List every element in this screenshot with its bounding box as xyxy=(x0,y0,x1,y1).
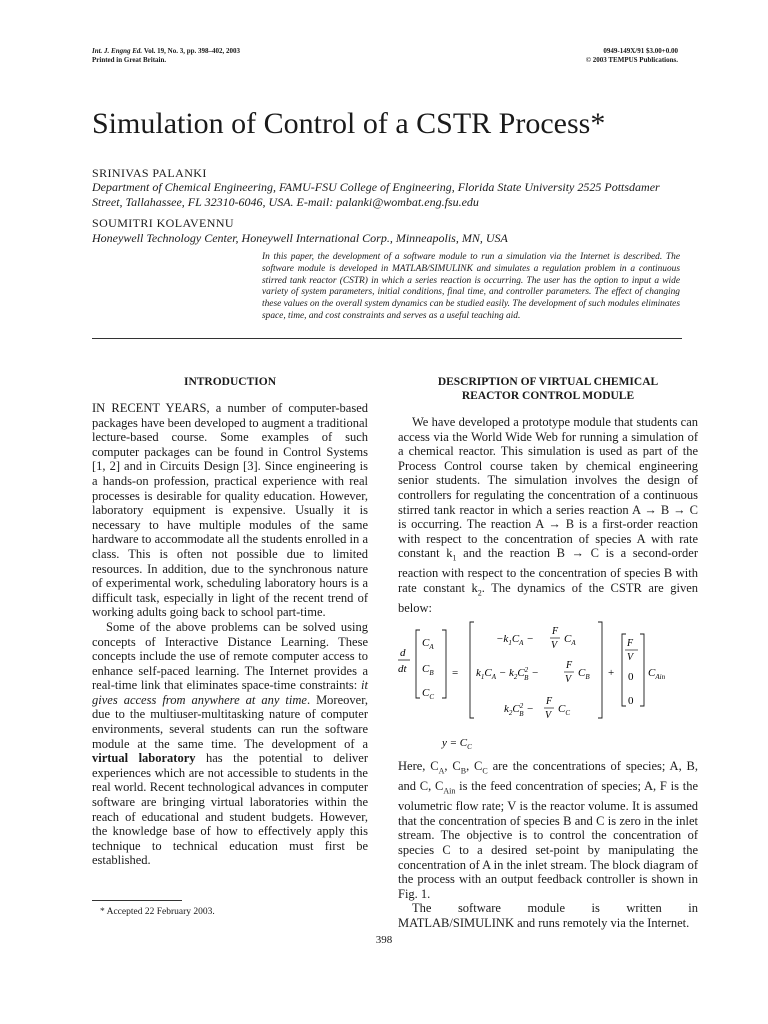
header-rule xyxy=(92,338,682,339)
page-number: 398 xyxy=(375,934,393,946)
right-column-bottom xyxy=(398,759,698,931)
author-1-name: SRINIVAS PALANKI xyxy=(92,166,207,180)
svg-text:F: F xyxy=(627,638,634,649)
left-column xyxy=(92,401,368,868)
eq-dt: dt xyxy=(398,663,407,675)
intro-paragraph-1: IN RECENT YEARS, a number of computer-based packages have been developed to augment a traditional lecture-based course. Some examples of such computer packages can be found in Control Systems [1, 2] and in Circuits Design [3]. Since engineering is a hands-on profession, practical experience with real processes is desirable for quality education. However, laboratory equipment is expensive. Usually it is necessary to have multiple modules of the same hardware to accommodate all the students enrolled in a class. This is often not possible due to limited resources. In addition, due to the synchronous nature of experimental work, scheduling laboratory hours is a difficult task, especially in light of the recent trend of working adults going back to school part-time. xyxy=(92,401,368,620)
section-heading-introduction: INTRODUCTION xyxy=(183,376,276,388)
paper-title: Simulation of Control of a CSTR Process* xyxy=(92,107,606,140)
section-heading-description: DESCRIPTION OF VIRTUAL CHEMICAL REACTOR CONTROL MODULE xyxy=(437,376,659,402)
journal-name: Int. J. Engng Ed. xyxy=(92,47,143,55)
description-paragraph-3: The software module is written in MATLAB/SIMULINK and runs remotely via the Internet. xyxy=(398,901,698,930)
right-column-top xyxy=(398,415,698,616)
author-1-affiliation: Department of Chemical Engineering, FAMU-FSU College of Engineering, Florida State University 2525 Pottsdamer Street, Tallahassee, FL 32310-6046, USA. E-mail: palanki@wombat.eng.fsu.edu xyxy=(92,180,660,209)
eq-state-cb: $C_B$ xyxy=(422,663,434,677)
eq-row1: $-k_1C_A$ − xyxy=(496,633,534,647)
eq-zero-1: 0 xyxy=(628,671,634,683)
intro-paragraph-2: Some of the above problems can be solved using concepts of Interactive Distance Learning. These concepts include the use of remote computer access to enhance self-paced learning. The Internet provides a real-time link that eliminates space-time constraints: it gives access from anywhere at any time. Moreover, due to the multiuser-multitasking nature of computer environments, several students can run the software module at the same time. The development of a virtual laboratory has the potential to deliver experiences which are not accessible to students in the real world. Recent technological advances in computer software are bringing virtual laboratories within the reach of educational and student budgets. However, the knowledge base of how to effectively apply this technique to technical education must first be established. xyxy=(92,619,368,868)
svg-text:V: V xyxy=(551,640,558,651)
cstr-dynamics-equation xyxy=(398,620,698,750)
abstract: In this paper, the development of a software module to run a simulation via the Internet is described. The software module is developed in MATLAB/SIMULINK and simulates a regulation problem in a continuous stirred tank reactor (CSTR) in which a series reaction is occurring. The user has the option to input a wide variety of system parameters, initial conditions, final time, and controller parameters. The effect of changing these values on the overall system dynamics can be studied easily. The development of such modules eliminates space, time, and cost constraints and serves as a useful teaching aid. xyxy=(262,252,680,321)
svg-text:F: F xyxy=(566,660,573,671)
svg-text:CC: $C_C$ xyxy=(558,703,571,717)
eq-d: d xyxy=(400,647,406,659)
svg-text:V: V xyxy=(545,710,552,721)
svg-text:CA: $C_A$ xyxy=(564,633,576,647)
description-paragraph-2: Here, $C_A$, $C_B$, $C_C$ are the concentrations of species; A, B, and C, $C_{Ain}$ is the feed concentration of species; A, F is the volumetric flow rate; V is the reactor volume. It is assumed that the concentration of species B and C is zero in the inlet stream. The objective is to control the concentration of species C to a desired set-point by manipulating the concentration of A in the inlet stream. The block diagram of the process with an output feedback controller is shown in Fig. 1. xyxy=(398,759,699,901)
description-paragraph-1: We have developed a prototype module that students can access via the World Wide Web for running a simulation of a chemical reactor. This simulation is used as part of the Process Control course taken by chemical engineering senior students. The simulation involves the design of controllers for regulating the concentration of a continuous stirred tank reactor in which a series reaction A → B → C is occurring. The reaction A → B is a first-order reaction with respect to the concentration of species A with rate constant $k_1$ and the reaction B → C is a second-order reaction with respect to the concentration of species B with rate constant $k_2$. The dynamics of the CSTR are given below: xyxy=(398,415,698,616)
eq-output: $y = C_C$ xyxy=(442,737,472,750)
author-2-name: SOUMITRI KOLAVENNU xyxy=(92,216,234,230)
emphasis-anywhere: it gives access from anywhere at any time xyxy=(92,678,368,707)
author-2-affiliation: Honeywell Technology Center, Honeywell International Corp., Minneapolis, MN, USA xyxy=(92,231,508,245)
svg-text:CB: $C_B$ xyxy=(578,667,590,681)
journal-header-left xyxy=(92,47,240,65)
svg-text:F: F xyxy=(552,626,559,637)
issn: 0949-149X/91 $3.00+0.00 xyxy=(603,47,678,55)
footnote: * Accepted 22 February 2003. xyxy=(100,907,215,917)
journal-header-right xyxy=(586,47,678,65)
eq-zero-2: 0 xyxy=(628,695,634,707)
eq-state-ca: $C_A$ xyxy=(422,637,434,651)
emphasis-virtual-laboratory: virtual laboratory xyxy=(92,751,196,766)
footnote-rule xyxy=(92,900,182,901)
svg-text:V: V xyxy=(627,652,634,663)
eq-equals: = xyxy=(452,667,459,679)
eq-state-cc: $C_C$ xyxy=(422,687,435,701)
svg-text:F: F xyxy=(546,696,553,707)
eq-plus: + xyxy=(608,667,615,679)
printed-note: Printed in Great Britain. xyxy=(92,56,167,64)
eq-row3: $k_2C^2$ B − xyxy=(504,702,534,718)
eq-row2: $k_1C_A - k_2C^2$ B − xyxy=(476,666,539,682)
svg-text:V: V xyxy=(565,674,572,685)
copyright: © 2003 TEMPUS Publications. xyxy=(585,56,678,64)
journal-citation: Vol. 19, No. 3, pp. 398–402, 2003 xyxy=(143,47,241,55)
eq-feed-conc: $C_{Ain}$ xyxy=(648,667,666,681)
